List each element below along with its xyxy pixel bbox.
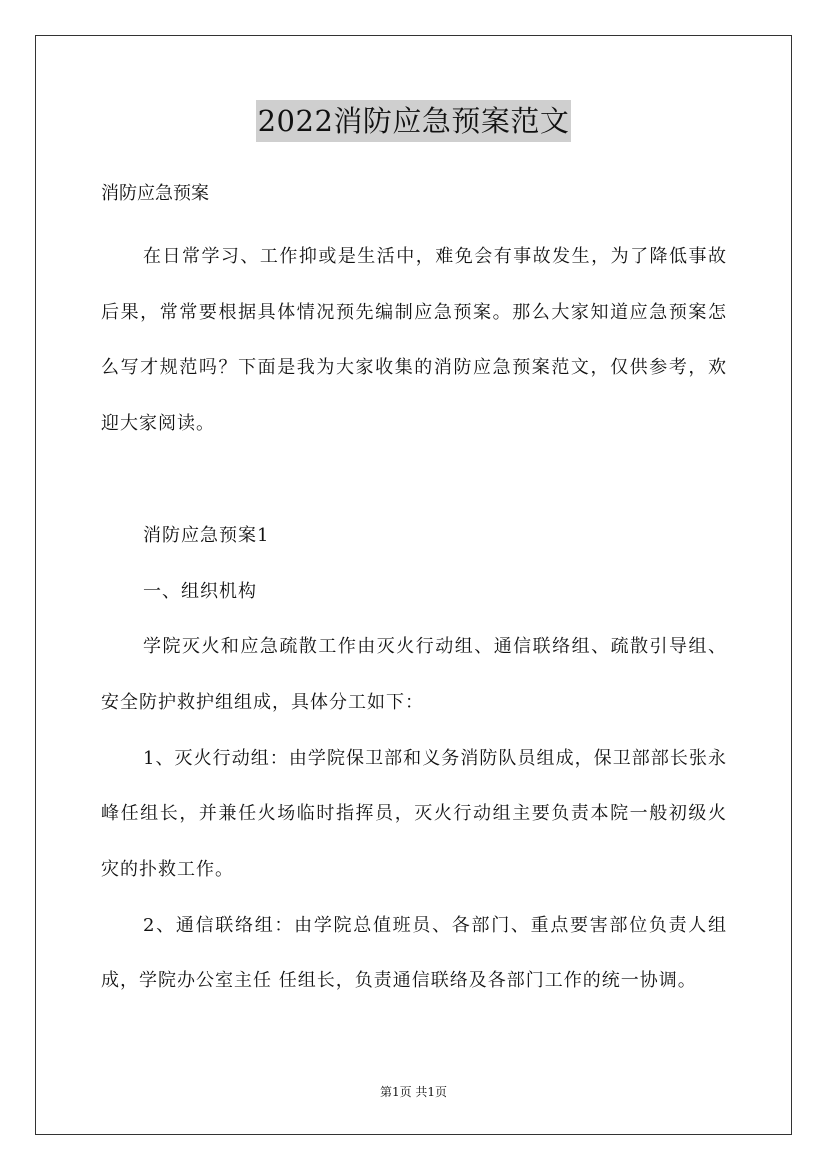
intro-paragraph: 在日常学习、工作抑或是生活中，难免会有事故发生，为了降低事故后果，常常要根据具体情况预先编制应急预案。那么大家知道应急预案怎么写才规范吗？下面是我为大家收集的消防应急预案范文，仅供参考，欢迎大家阅读。 [101, 246, 727, 435]
page-footer: 第1页 共1页 [379, 1085, 448, 1099]
document-body [101, 229, 727, 1009]
body-paragraph: 学院灭火和应急疏散工作由灭火行动组、通信联络组、疏散引导组、安全防护救护组组成，具体分工如下： [101, 636, 727, 713]
body-paragraph: 1、灭火行动组：由学院保卫部和义务消防队员组成，保卫部部长张永峰任组长，并兼任火场临时指挥员，灭火行动组主要负责本院一般初级火灾的扑救工作。 [101, 747, 727, 881]
subsection-heading: 一、组织机构 [143, 580, 257, 602]
document-title: 2022消防应急预案范文 [256, 100, 572, 142]
section-heading: 消防应急预案1 [143, 524, 270, 546]
document-subtitle: 消防应急预案 [101, 183, 209, 204]
body-paragraph: 2、通信联络组：由学院总值班员、各部门、重点要害部位负责人组成，学院办公室主任 任组长，负责通信联络及各部门工作的统一协调。 [101, 914, 727, 992]
title-container [0, 100, 827, 142]
